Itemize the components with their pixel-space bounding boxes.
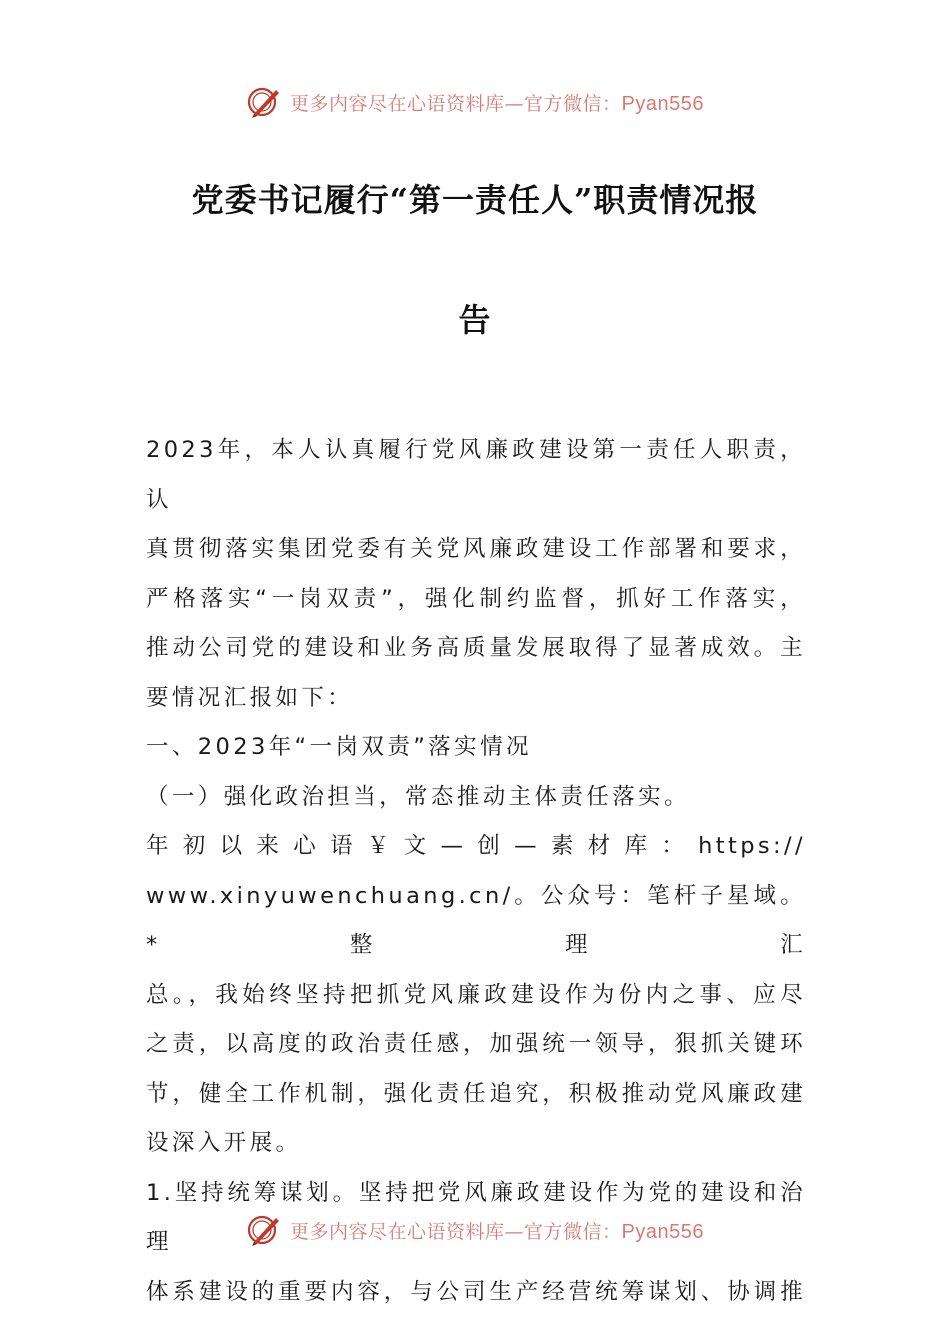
pen-circle-logo-icon	[246, 84, 282, 120]
paragraph-line: 推动公司党的建设和业务高质量发展取得了显著成效。主	[146, 635, 806, 661]
list-item-line: 体系建设的重要内容，与公司生产经营统筹谋划、协调推	[146, 1278, 806, 1305]
paragraph-line: 之责，以高度的政治责任感，加强统一领导，狠抓关键环	[146, 1031, 806, 1057]
document-body	[146, 426, 806, 1317]
paragraph-line: 要情况汇报如下：	[146, 684, 354, 711]
header-watermark	[0, 84, 950, 120]
list-item-line: 1.坚持统筹谋划。坚持把党风廉政建设作为党的建设和治理	[146, 1179, 806, 1255]
paragraph-line: 节，健全工作机制，强化责任追究，积极推动党风廉政建	[146, 1080, 806, 1107]
subsection-heading: （一）强化政治担当，常态推动主体责任落实。	[146, 783, 690, 810]
pen-circle-logo-icon	[246, 1212, 282, 1248]
paragraph-line: 真贯彻落实集团党委有关党风廉政建设工作部署和要求，	[146, 536, 806, 562]
paragraph-line: 2023年，本人认真履行党风廉政建设第一责任人职责，认	[146, 437, 806, 513]
paragraph-line: 设深入开展。	[146, 1130, 302, 1156]
document-title: 党委书记履行“第一责任人”职责情况报	[191, 181, 759, 219]
paragraph-line: 严格落实“一岗双责”，强化制约监督，抓好工作落实，	[146, 585, 806, 612]
watermark-text: 更多内容尽在心语资料库—官方微信：Pyan556	[290, 92, 704, 115]
watermark-text: 更多内容尽在心语资料库—官方微信：Pyan556	[290, 1220, 704, 1243]
paragraph-line: 总。，我始终坚持把抓党风廉政建设作为份内之事、应尽	[146, 981, 806, 1008]
paragraph-line: www.xinyuwenchuang.cn/。公众号：笔杆子星域。*整理汇	[146, 882, 806, 958]
section-heading: 一、2023年“一岗双责”落实情况	[146, 734, 532, 760]
paragraph-line: 年初以来心语￥文—创—素材库：https://	[146, 833, 806, 859]
document-title-continued: 告	[458, 301, 492, 339]
footer-watermark	[0, 1212, 950, 1248]
